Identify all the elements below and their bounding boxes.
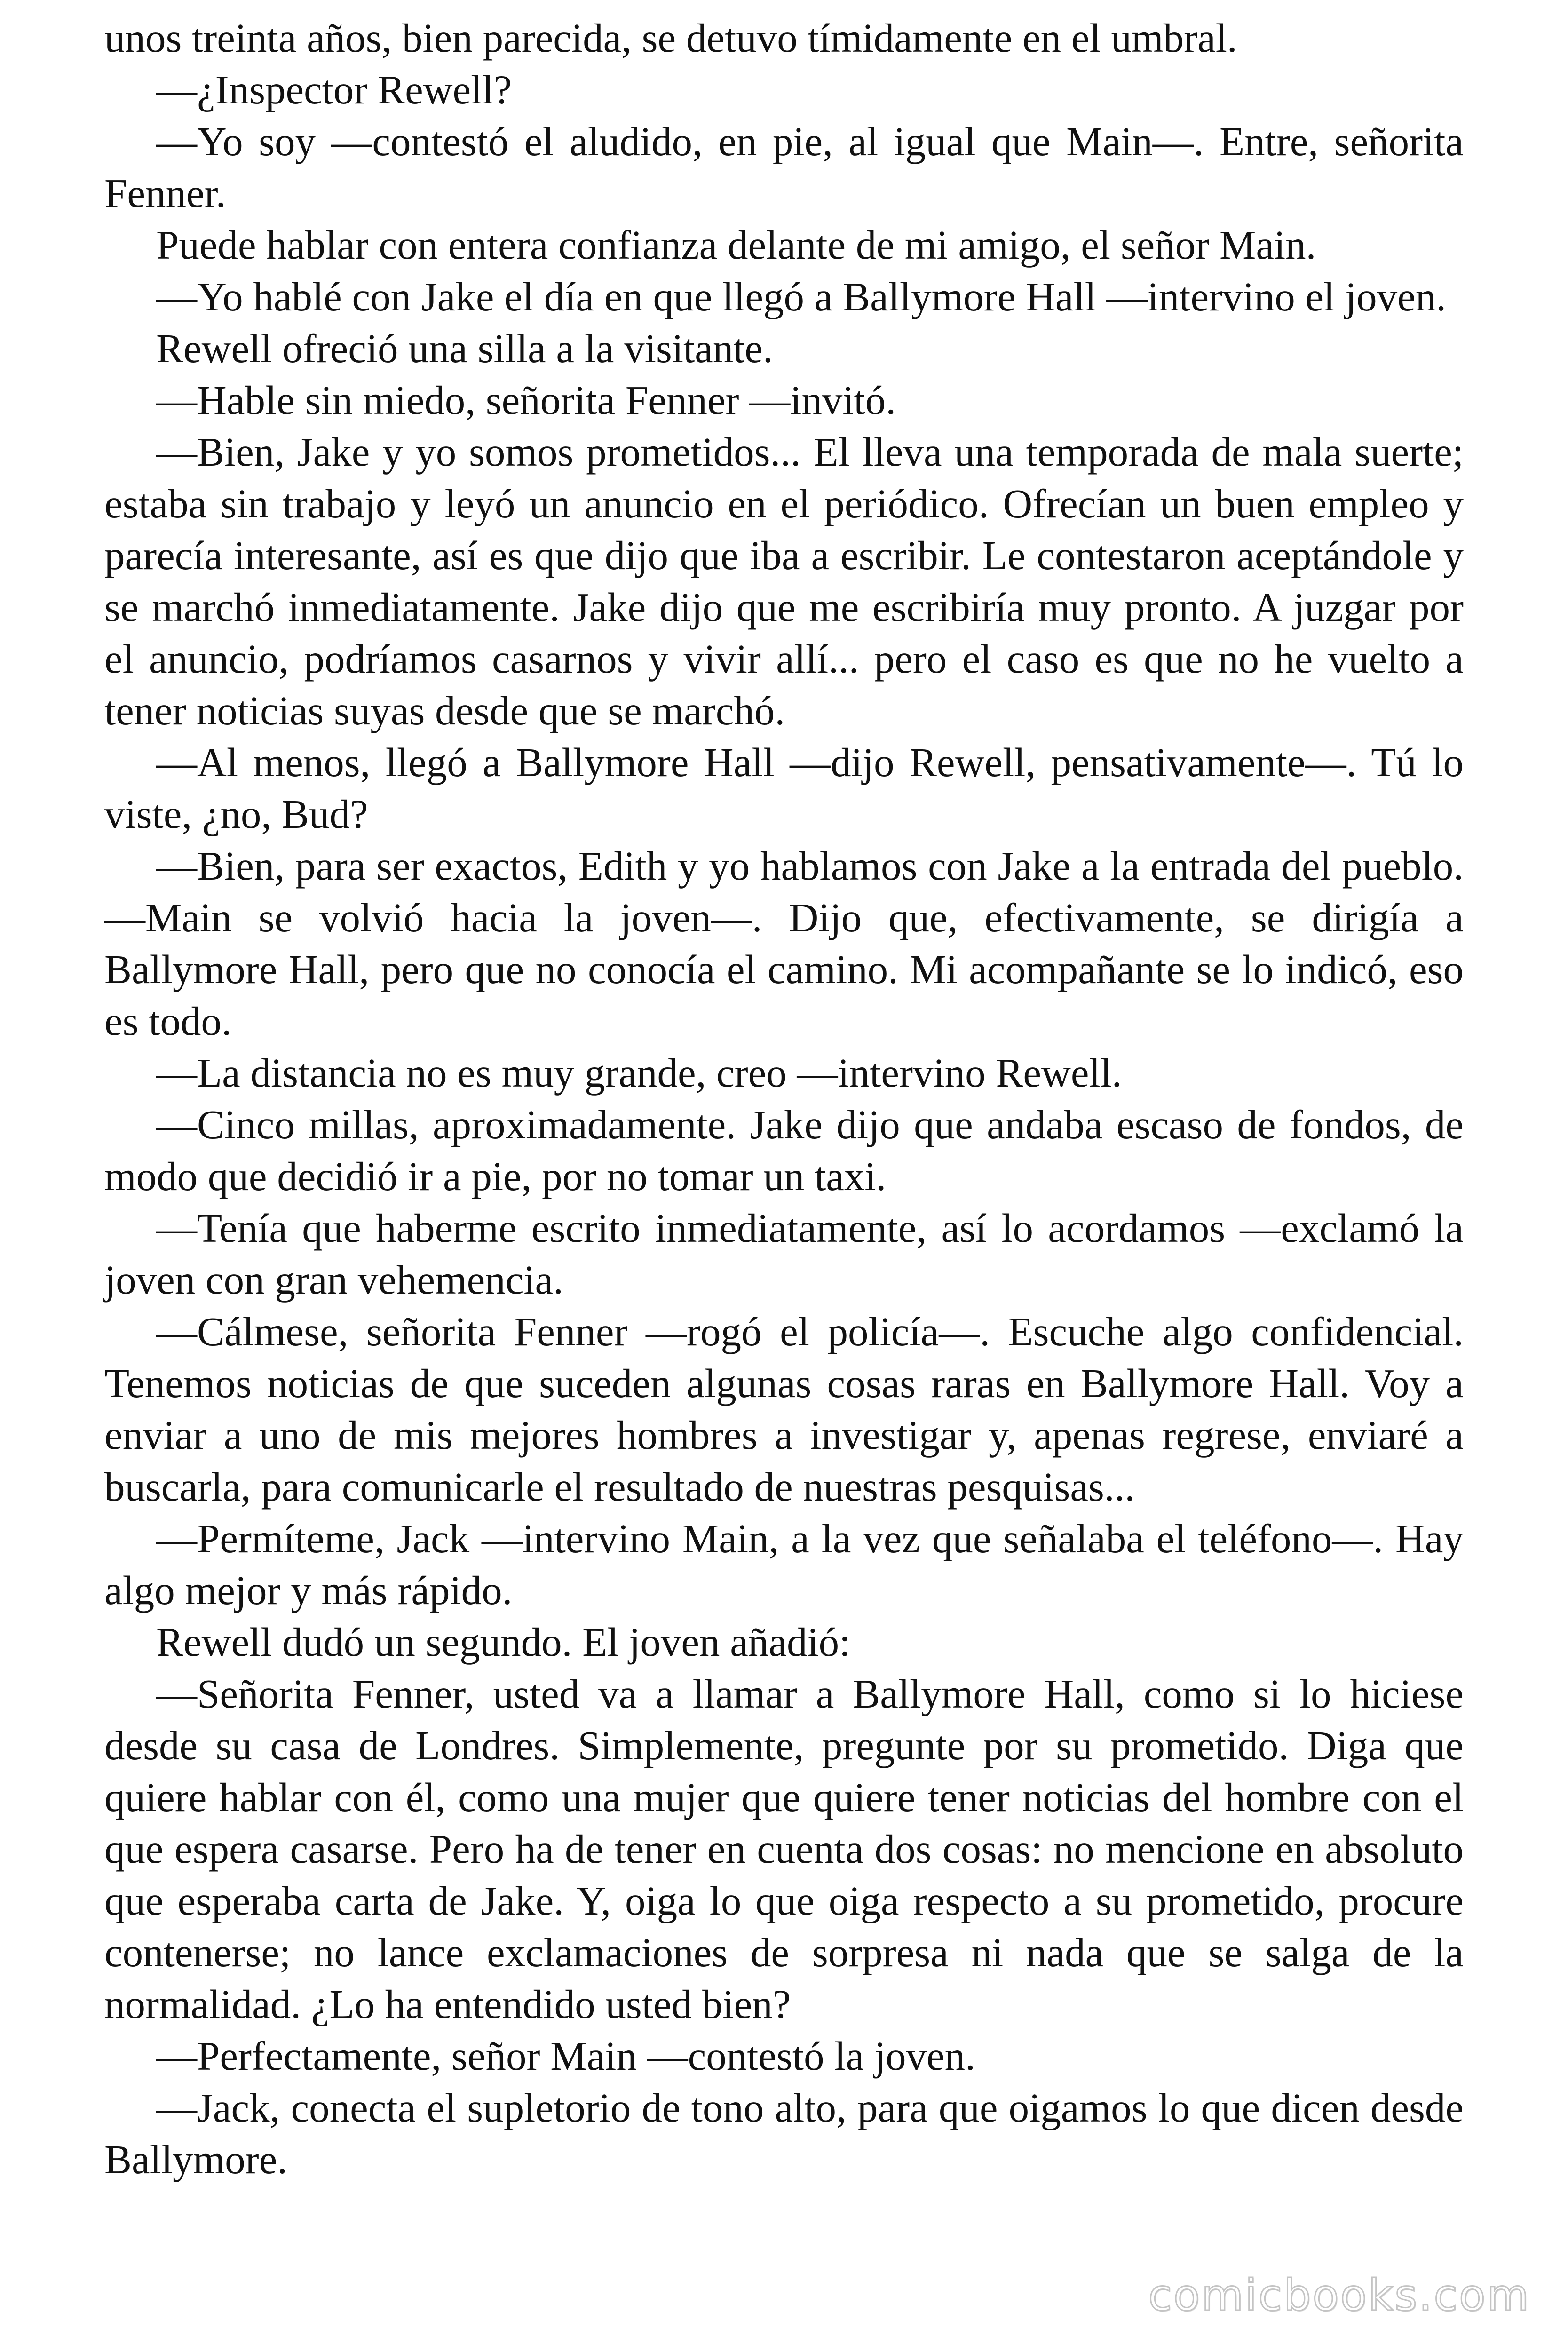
paragraph: —Jack, conecta el supletorio de tono alto, para que oigamos lo que dicen desde Ballymore. [104,2085,1464,2182]
paragraph: Rewell dudó un segundo. El joven añadió: [156,1619,851,1665]
paragraph: —Señorita Fenner, usted va a llamar a Ballymore Hall, como si lo hiciese desde su casa de Londres. Simplemente, pregunte por su prometido. Diga que quiere hablar con él, como una mujer que quiere tener noticias del hombre con el que espera casarse. Pero ha de tener en cuenta dos cosas: no mencione en absoluto que esperaba carta de Jake. Y, oiga lo que oiga respecto a su prometido, procure contenerse; no lance exclamaciones de sorpresa ni nada que se salga de la normalidad. ¿Lo ha entendido usted bien? [104,1671,1464,2027]
paragraph: —Al menos, llegó a Ballymore Hall —dijo Rewell, pensativamente—. Tú lo viste, ¿no, Bud? [104,739,1464,837]
paragraph: —Cinco millas, aproximadamente. Jake dijo que andaba escaso de fondos, de modo que decidió ir a pie, por no tomar un taxi. [104,1102,1464,1199]
paragraph: —Cálmese, señorita Fenner —rogó el policía—. Escuche algo confidencial. Tenemos noticias de que suceden algunas cosas raras en Ballymore Hall. Voy a enviar a uno de mis mejores hombres a investigar y, apenas regrese, enviaré a buscarla, para comunicarle el resultado de nuestras pesquisas... [104,1309,1464,1510]
paragraph: Puede hablar con entera confianza delante de mi amigo, el señor Main. [156,222,1316,268]
paragraph: —Permíteme, Jack —intervino Main, a la vez que señalaba el teléfono—. Hay algo mejor y más rápido. [104,1516,1464,1613]
paragraph: —Tenía que haberme escrito inmediatamente, así lo acordamos —exclamó la joven con gran vehemencia. [104,1205,1464,1303]
paragraph: —Bien, para ser exactos, Edith y yo hablamos con Jake a la entrada del pueblo. —Main se volvió hacia la joven—. Dijo que, efectivamente, se dirigía a Ballymore Hall, pero que no conocía el camino. Mi acompañante se lo indicó, eso es todo. [104,843,1464,1044]
paragraph: —¿Inspector Rewell? [156,67,512,112]
paragraph: —La distancia no es muy grande, creo —intervino Rewell. [156,1050,1122,1096]
paragraph: —Yo hablé con Jake el día en que llegó a Ballymore Hall —intervino el joven. [156,274,1447,319]
paragraph: unos treinta años, bien parecida, se detuvo tímidamente en el umbral. [104,15,1237,61]
page-body [104,12,1464,2185]
paragraph: —Hable sin miedo, señorita Fenner —invitó. [156,377,896,423]
paragraph: —Perfectamente, señor Main —contestó la joven. [156,2033,975,2079]
paragraph: —Bien, Jake y yo somos prometidos... El lleva una temporada de mala suerte; estaba sin trabajo y leyó un anuncio en el periódico. Ofrecían un buen empleo y parecía interesante, así es que dijo que iba a escribir. Le contestaron aceptándole y se marchó inmediatamente. Jake dijo que me escribiría muy pronto. A juzgar por el anuncio, podríamos casarnos y vivir allí... pero el caso es que no he vuelto a tener noticias suyas desde que se marchó. [104,429,1464,733]
paragraph: —Yo soy —contestó el aludido, en pie, al igual que Main—. Entre, señorita Fenner. [104,119,1464,216]
paragraph: Rewell ofreció una silla a la visitante. [156,326,773,371]
watermark: comicbooks.com [1148,2270,1530,2320]
